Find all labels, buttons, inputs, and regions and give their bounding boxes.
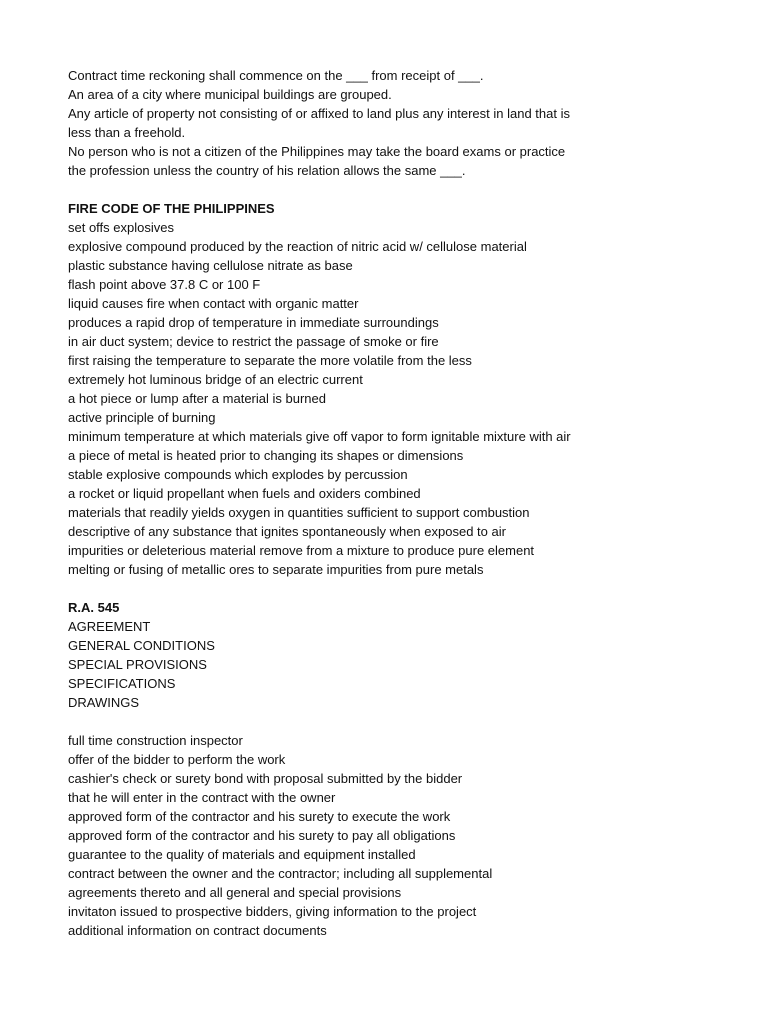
list-item: additional information on contract documents [68, 923, 327, 938]
text-line: the profession unless the country of his relation allows the same ___. [68, 163, 466, 178]
spacer [68, 180, 748, 199]
list-item: cashier's check or surety bond with proposal submitted by the bidder [68, 771, 463, 786]
list-item: set offs explosives [68, 220, 174, 235]
list-item: minimum temperature at which materials give off vapor to form ignitable mixture with air [68, 429, 571, 444]
list-item: impurities or deleterious material remove from a mixture to produce pure element [68, 543, 535, 558]
list-item: descriptive of any substance that ignites spontaneously when exposed to air [68, 524, 506, 539]
list-item: AGREEMENT [68, 619, 151, 634]
list-item: a piece of metal is heated prior to changing its shapes or dimensions [68, 448, 464, 463]
section-heading: FIRE CODE OF THE PHILIPPINES [68, 201, 275, 216]
list-item: invitaton issued to prospective bidders, giving information to the project [68, 904, 477, 919]
text-line: Any article of property not consisting of or affixed to land plus any interest in land that is [68, 106, 570, 121]
text-line: Contract time reckoning shall commence on the ___ from receipt of ___. [68, 68, 484, 83]
list-item: offer of the bidder to perform the work [68, 752, 286, 767]
document-page [68, 66, 748, 940]
intro-section [68, 66, 748, 180]
list-item: liquid causes fire when contact with organic matter [68, 296, 359, 311]
list-item: produces a rapid drop of temperature in immediate surroundings [68, 315, 439, 330]
list-item: approved form of the contractor and his surety to execute the work [68, 809, 451, 824]
list-item: full time construction inspector [68, 733, 243, 748]
spacer [68, 579, 748, 598]
ra545-section [68, 598, 748, 712]
text-line: No person who is not a citizen of the Philippines may take the board exams or practice [68, 144, 566, 159]
list-item: extremely hot luminous bridge of an electric current [68, 372, 363, 387]
text-line: less than a freehold. [68, 125, 186, 140]
spacer [68, 712, 748, 731]
list-item: guarantee to the quality of materials and equipment installed [68, 847, 416, 862]
list-item: in air duct system; device to restrict the passage of smoke or fire [68, 334, 439, 349]
list-item: active principle of burning [68, 410, 216, 425]
list-item: GENERAL CONDITIONS [68, 638, 215, 653]
list-item: melting or fusing of metallic ores to separate impurities from pure metals [68, 562, 484, 577]
contract-terms-section [68, 731, 748, 940]
list-item: SPECIFICATIONS [68, 676, 176, 691]
list-item: that he will enter in the contract with the owner [68, 790, 336, 805]
list-item: plastic substance having cellulose nitrate as base [68, 258, 353, 273]
list-item: stable explosive compounds which explodes by percussion [68, 467, 408, 482]
list-item: a hot piece or lump after a material is burned [68, 391, 326, 406]
list-item: a rocket or liquid propellant when fuels and oxiders combined [68, 486, 421, 501]
list-item: explosive compound produced by the reaction of nitric acid w/ cellulose material [68, 239, 527, 254]
list-item: flash point above 37.8 C or 100 F [68, 277, 261, 292]
text-line: An area of a city where municipal buildings are grouped. [68, 87, 392, 102]
list-item: DRAWINGS [68, 695, 140, 710]
list-item: materials that readily yields oxygen in quantities sufficient to support combustion [68, 505, 530, 520]
list-item: approved form of the contractor and his surety to pay all obligations [68, 828, 456, 843]
list-item: SPECIAL PROVISIONS [68, 657, 207, 672]
fire-code-section [68, 199, 748, 579]
list-item: first raising the temperature to separate the more volatile from the less [68, 353, 472, 368]
list-item: agreements thereto and all general and special provisions [68, 885, 402, 900]
list-item: contract between the owner and the contractor; including all supplemental [68, 866, 493, 881]
section-heading: R.A. 545 [68, 600, 120, 615]
